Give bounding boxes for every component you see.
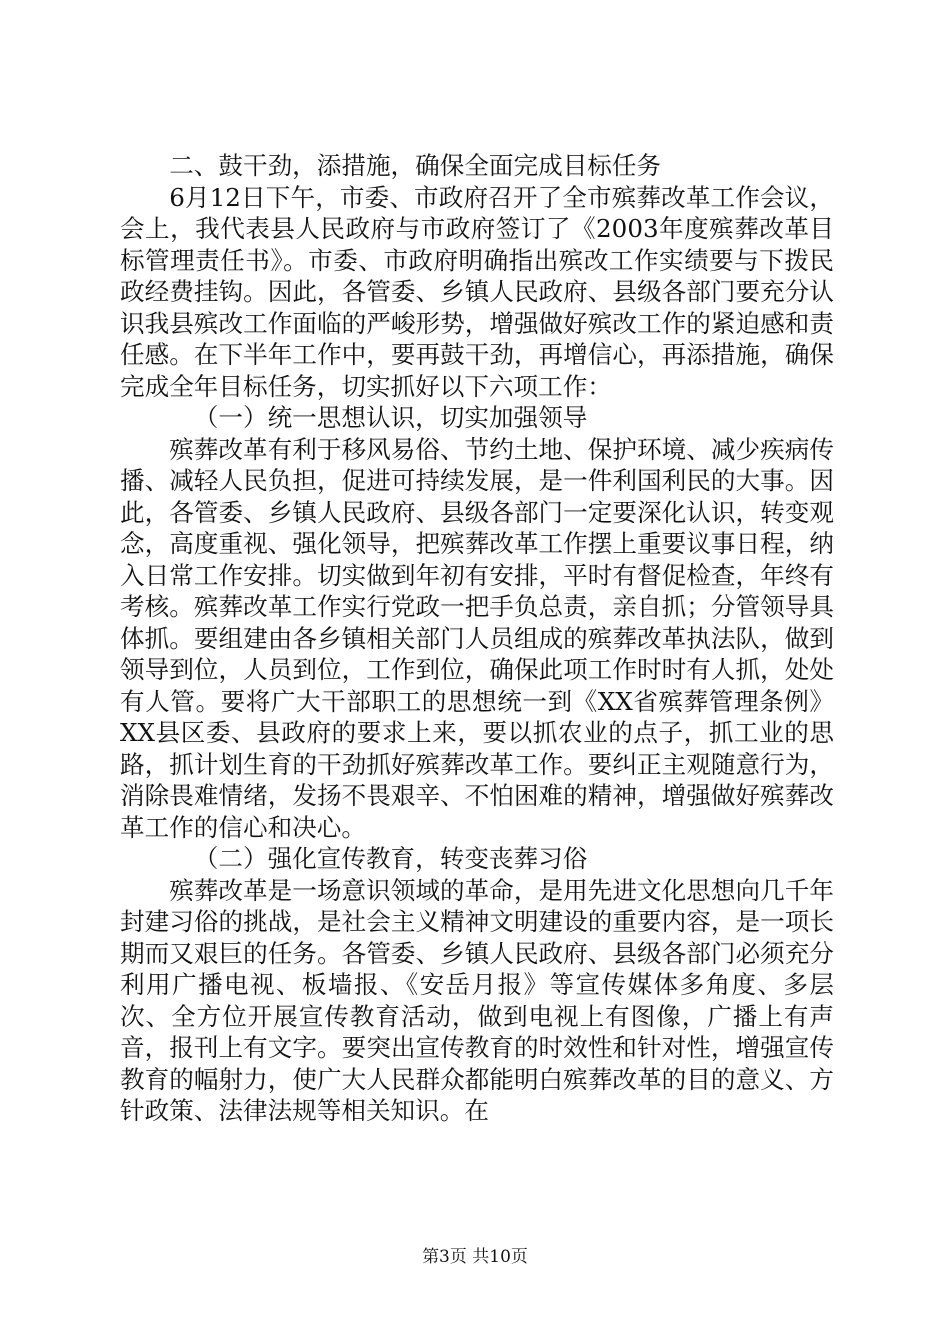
- paragraph-leadership: 殡葬改革有利于移风易俗、节约土地、保护环境、减少疾病传播、减轻人民负担，促进可持续发展，是一件利国利民的大事。因此，各管委、乡镇人民政府、县级各部门一定要深化认识，转变观念，高度重视、强化领导，把殡葬改革工作摆上重要议事日程，纳入日常工作安排。切实做到年初有安排，平时有督促检查，年终有考核。殡葬改革工作实行党政一把手负总责，亲自抓；分管领导具体抓。要组建由各乡镇相关部门人员组成的殡葬改革执法队，做到领导到位，人员到位，工作到位，确保此项工作时时有人抓，处处有人管。要将广大干部职工的思想统一到《XX省殡葬管理条例》XX县区委、县政府的要求上来，要以抓农业的点子，抓工业的思路，抓计划生育的干劲抓好殡葬改革工作。要纠正主观随意行为，消除畏难情绪，发扬不畏艰辛、不怕困难的精神，增强做好殡葬改革工作的信心和决心。: [120, 434, 834, 842]
- subheading-publicity: （二）强化宣传教育，转变丧葬习俗: [193, 844, 588, 873]
- document-body: [120, 150, 834, 1127]
- section-heading: 二、鼓干劲，添措施，确保全面完成目标任务: [169, 151, 662, 180]
- subheading-leadership: （一）统一思想认识，切实加强领导: [193, 403, 588, 432]
- page-footer: 第3页 共10页: [422, 1247, 528, 1267]
- paragraph-meeting: 6月12日下午，市委、市政府召开了全市殡葬改革工作会议，会上，我代表县人民政府与市政府签订了《2003年度殡葬改革目标管理责任书》。市委、市政府明确指出殡改工作实绩要与下拨民政经费挂钩。因此，各管委、乡镇人民政府、县级各部门要充分认识我县殡改工作面临的严峻形势，增强做好殡改工作的紧迫感和责任感。在下半年工作中，要再鼓干劲，再增信心，再添措施，确保完成全年目标任务，切实抓好以下六项工作：: [120, 182, 834, 401]
- paragraph-publicity: 殡葬改革是一场意识领域的革命，是用先进文化思想向几千年封建习俗的挑战，是社会主义精神文明建设的重要内容，是一项长期而又艰巨的任务。各管委、乡镇人民政府、县级各部门必须充分利用广播电视、板墙报、《安岳月报》等宣传媒体多角度、多层次、全方位开展宣传教育活动，做到电视上有图像，广播上有声音，报刊上有文字。要突出宣传教育的时效性和针对性，增强宣传教育的幅射力，使广大人民群众都能明白殡葬改革的目的意义、方针政策、法律法规等相关知识。在: [120, 875, 834, 1125]
